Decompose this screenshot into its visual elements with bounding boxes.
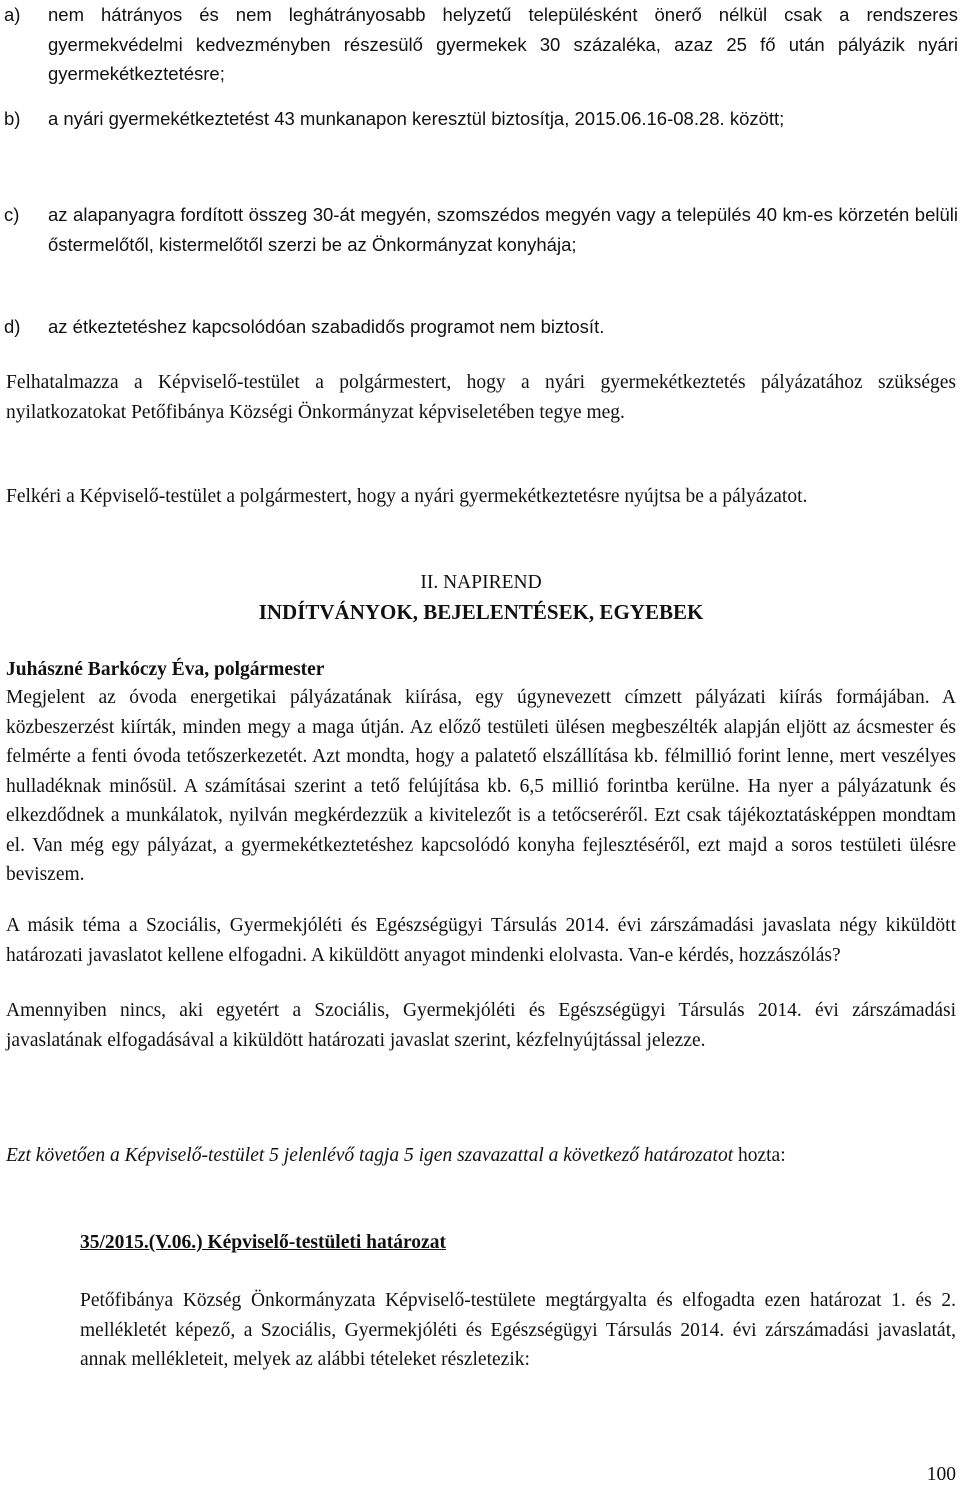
condition-list: [4, 0, 958, 352]
resolution-title-text: 35/2015.(V.06.) Képviselő-testületi határozat: [80, 1232, 446, 1253]
list-text: nem hátrányos és nem leghátrányosabb helyzetű településként önerő nélkül csak a rendszeres gyermekvédelmi kedvezményben részesülő gyermekek 30 százaléka, azaz 25 fő után pályázik nyári gyermekétkeztetésre;: [48, 4, 958, 84]
list-item: [4, 104, 958, 200]
speech-paragraph: Megjelent az óvoda energetikai pályázatának kiírása, egy úgynevezett címzett pályázati kiírás formájában. A közbeszerzést kiírták, minden megy a maga útján. Az előző testületi ülésen megbeszélték alapján eljött az ácsmester és felmérte a fenti óvoda tetőszerkezetét. Azt mondta, hogy a palatető elszállítása kb. félmillió forint lenne, mert veszélyes hulladéknak minősül. A számításai szerint a tető felújítása kb. 6,5 millió forintba kerülne. Ha nyer a pályázatunk és elkezdődnek a munkálatok, nyilván megkérdezzük a kivitelezőt is a tetőcseréről. Ezt csak tájékoztatásképpen mondtam el. Van még egy pályázat, a gyermekétkeztetéshez kapcsolódó konyha fejlesztéséről, ezt majd a soros testületi ülésre beviszem.: [6, 687, 956, 885]
list-text: a nyári gyermekétkeztetést 43 munkanapon keresztül biztosítja, 2015.06.16-08.28. között;: [48, 108, 785, 129]
list-marker: d): [4, 316, 21, 337]
page-number: 100: [926, 1464, 956, 1485]
list-item: [4, 312, 958, 352]
list-marker: a): [4, 4, 21, 25]
authorization-paragraph: Felhatalmazza a Képviselő-testület a polgármestert, hogy a nyári gyermekétkeztetés pályázatához szükséges nyilatkozatokat Petőfibánya Községi Önkormányzat képviseletében tegye meg.: [6, 372, 956, 423]
resolution-title: [80, 1228, 956, 1258]
list-marker: c): [4, 204, 20, 225]
list-text: az étkeztetéshez kapcsolódóan szabadidős programot nem biztosít.: [48, 316, 605, 337]
agenda-heading-number: II. NAPIREND: [420, 572, 542, 593]
list-text: az alapanyagra fordított összeg 30-át megyén, szomszédos megyén vagy a település 40 km-es körzetén belüli őstermelőtől, kistermelőtől szerzi be az Önkormányzat konyhája;: [48, 204, 958, 255]
vote-result-paragraph: [6, 1141, 956, 1171]
list-item: [4, 0, 958, 104]
request-paragraph: Felkéri a Képviselő-testület a polgármestert, hogy a nyári gyermekétkeztetésre nyújtsa be a pályázatot.: [6, 486, 808, 507]
speaker-name: Juhászné Barkóczy Éva, polgármester: [6, 659, 325, 680]
vote-call-paragraph: Amennyiben nincs, aki egyetért a Szociális, Gyermekjóléti és Egészségügyi Társulás 2014. évi zárszámadási javaslatának elfogadásával a kiküldött határozati javaslat szerint, kézfelnyújtással jelezze.: [6, 1000, 956, 1051]
vote-result-end: hozta:: [737, 1145, 786, 1166]
speech-paragraph: A másik téma a Szociális, Gyermekjóléti és Egészségügyi Társulás 2014. évi zárszámadási javaslata négy kiküldött határozati javaslatot kellene elfogadni. A kiküldött anyagot mindenki elolvasta. Van-e kérdés, hozzászólás?: [6, 915, 956, 966]
list-marker: b): [4, 108, 21, 129]
vote-result-text: Ezt követően a Képviselő-testület 5 jelenlévő tagja 5 igen szavazattal a következő határozatot: [6, 1145, 734, 1166]
list-item: [4, 200, 958, 312]
resolution-text: Petőfibánya Község Önkormányzata Képviselő-testülete megtárgyalta és elfogadta ezen határozat 1. és 2. mellékletét képező, a Szociális, Gyermekjóléti és Egészségügyi Társulás 2014. évi zárszámadási javaslatát, annak mellékleteit, melyek az alábbi tételeket részletezik:: [80, 1290, 956, 1370]
agenda-heading-title: INDÍTVÁNYOK, BEJELENTÉSEK, EGYEBEK: [258, 600, 704, 624]
